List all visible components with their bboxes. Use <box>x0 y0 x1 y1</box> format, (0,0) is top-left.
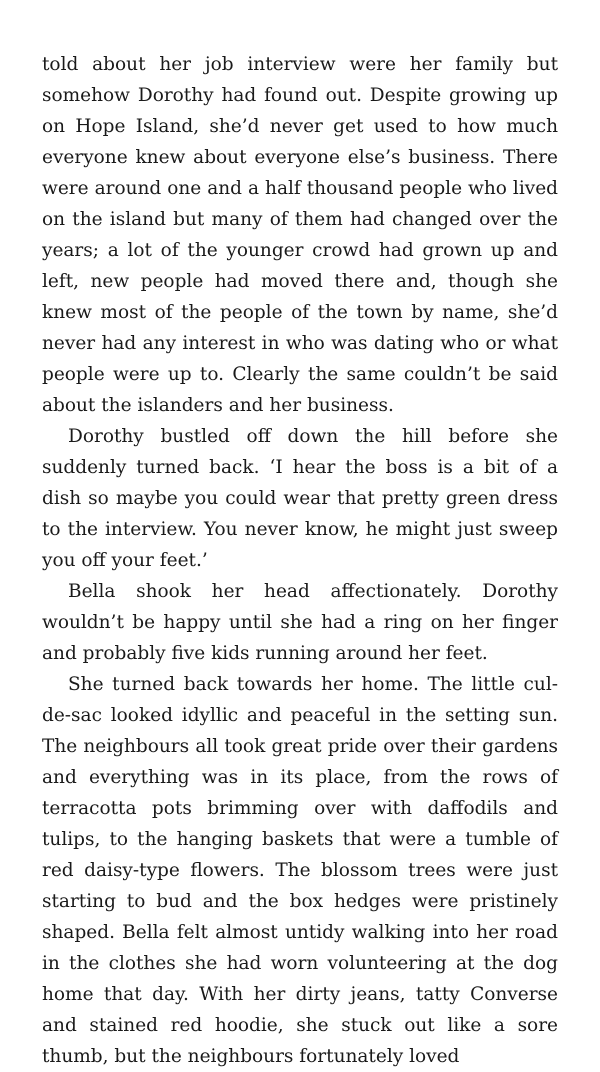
book-page-text <box>42 49 558 1072</box>
paragraph-cul-de-sac: She turned back towards her home. The little cul-de-sac looked idyllic and peaceful in the setting sun. The neighbours all took great pride over their gardens and everything was in its place, from the rows of terracotta pots brimming over with daffodils and tulips, to the hanging baskets that were a tumble of red daisy-type flowers. The blossom trees were just starting to bud and the box hedges were pristinely shaped. Bella felt almost untidy walking into her road in the clothes she had worn volunteering at the dog home that day. With her dirty jeans, tatty Converse and stained red hoodie, she stuck out like a sore thumb, but the neighbours fortunately loved <box>42 674 558 1067</box>
paragraph-dorothy-leaving: Dorothy bustled off down the hill before she suddenly turned back. ‘I hear the boss is a bit of a dish so maybe you could wear that pretty green dress to the interview. You never know, he might just sweep you off your feet.’ <box>42 426 558 571</box>
paragraph-continuation: told about her job interview were her family but somehow Dorothy had found out. Despite growing up on Hope Island, she’d never get used to how much everyone knew about everyone else’s business. There were around one and a half thousand people who lived on the island but many of them had changed over the years; a lot of the younger crowd had grown up and left, new people had moved there and, though she knew most of the people of the town by name, she’d never had any interest in who was dating who or what people were up to. Clearly the same couldn’t be said about the islanders and her business. <box>42 54 558 416</box>
paragraph-bella-reaction: Bella shook her head affectionately. Dorothy wouldn’t be happy until she had a ring on her finger and probably five kids running around her feet. <box>42 581 558 664</box>
